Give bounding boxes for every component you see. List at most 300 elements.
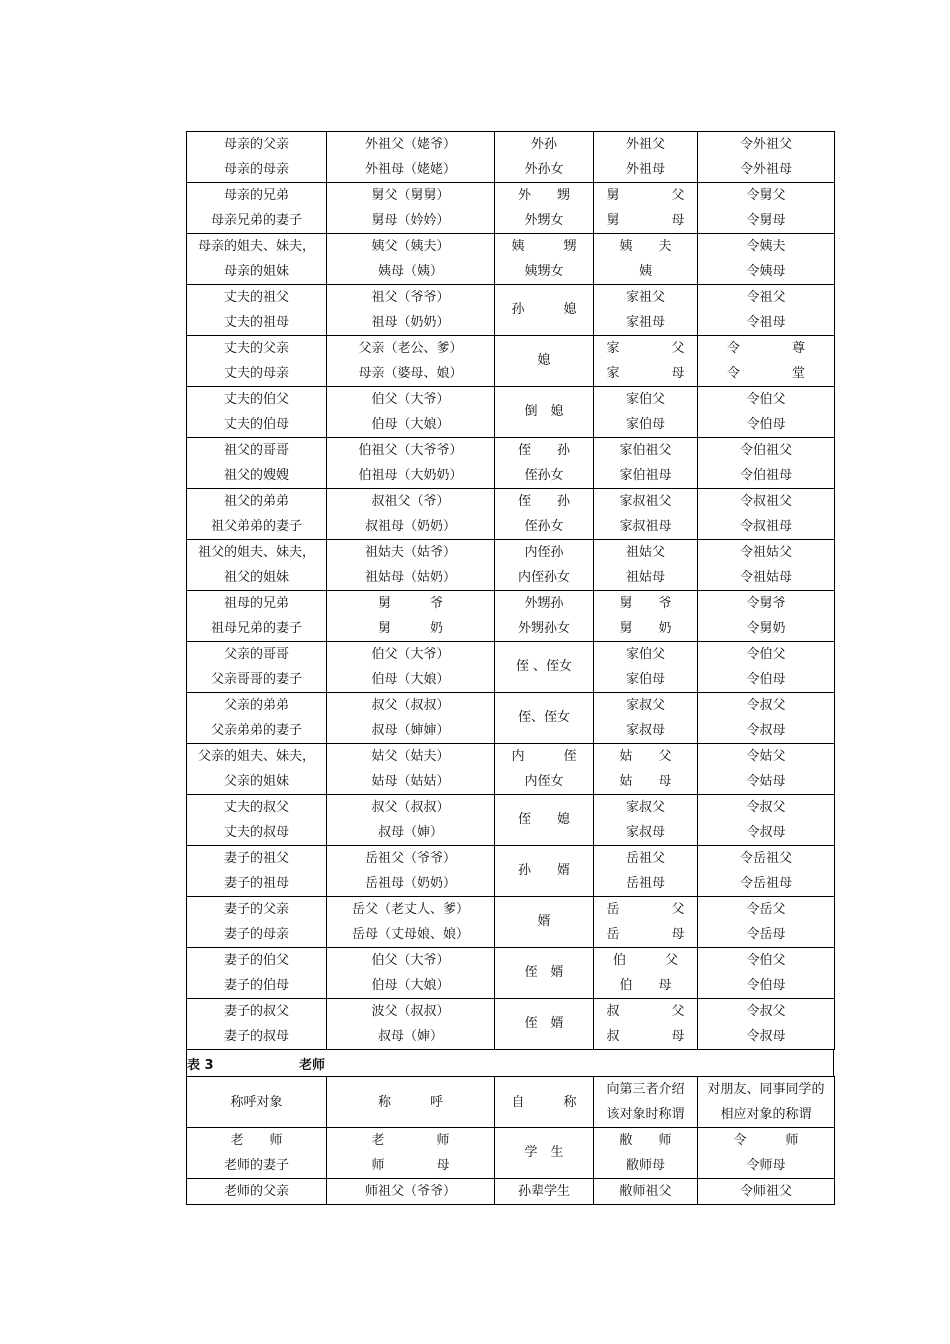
cell-line: 家祖母 [625, 315, 665, 330]
cell-line: 姨 夫 [619, 239, 672, 254]
cell-line: 令师祖父 [739, 1184, 792, 1199]
cell-line: 孙辈学生 [517, 1184, 570, 1199]
cell-line: 妻子的父亲 [223, 902, 289, 917]
cell-line: 家叔父 [625, 698, 665, 713]
cell-polite [698, 846, 835, 897]
cell-call [327, 132, 495, 183]
cell-self [495, 744, 594, 795]
cell-line: 丈夫的叔父 [223, 800, 289, 815]
cell-target [187, 846, 327, 897]
table3-caption [186, 1050, 834, 1076]
cell-line: 父亲（老公、爹） [358, 341, 463, 356]
cell-line: 内侄女 [524, 774, 564, 789]
cell-line: 祖父的嫂嫂 [223, 468, 289, 483]
cell-line: 叔父（叔叔） [371, 800, 450, 815]
cell-line: 祖父的哥哥 [223, 443, 289, 458]
cell-line: 父亲的姐妹 [223, 774, 289, 789]
document-page [186, 131, 834, 1205]
cell-line: 伯父（大爷） [371, 953, 450, 968]
cell-line: 令外祖父 [739, 137, 792, 152]
cell-line: 岳母（丈母娘、娘） [351, 927, 469, 942]
cell-line: 令伯祖母 [739, 468, 792, 483]
cell-intro [594, 132, 698, 183]
cell-intro [594, 540, 698, 591]
cell-line: 师 母 [371, 1158, 450, 1173]
cell-line: 丈夫的祖父 [223, 290, 289, 305]
cell-line: 丈夫的母亲 [223, 366, 289, 381]
table-row [187, 948, 835, 999]
cell-intro [594, 234, 698, 285]
cell-line: 老 师 [230, 1133, 283, 1148]
cell-intro [594, 795, 698, 846]
table-row [187, 387, 835, 438]
cell-line: 外祖母（姥姥） [364, 162, 456, 177]
cell-polite [698, 744, 835, 795]
cell-line: 敝师母 [625, 1158, 665, 1173]
cell-self: 孙 媳 [495, 285, 594, 336]
cell-line: 妻子的叔母 [223, 1029, 289, 1044]
cell-line: 姨母（姨） [377, 264, 443, 279]
table-row [187, 795, 835, 846]
cell-polite [698, 234, 835, 285]
cell-line: 祖姑母（姑奶） [364, 570, 456, 585]
cell-call [327, 999, 495, 1050]
header-intro-line: 向第三者介绍 [606, 1082, 685, 1097]
cell-line: 令叔祖母 [739, 519, 792, 534]
cell-polite [698, 999, 835, 1050]
cell-line: 令伯父 [746, 953, 786, 968]
table-row [187, 897, 835, 948]
kinship-table-body [187, 132, 835, 1050]
cell-line: 家叔母 [625, 825, 665, 840]
cell-intro [594, 1128, 698, 1179]
cell-line: 令伯父 [746, 392, 786, 407]
cell-line: 侄 孙 [517, 494, 570, 509]
cell-line: 丈夫的伯母 [223, 417, 289, 432]
cell-line: 外甥孙女 [517, 621, 570, 636]
cell-line: 叔 母 [606, 1029, 685, 1044]
table-row [187, 234, 835, 285]
cell-line: 姑母（姑姑） [371, 774, 450, 789]
cell-self [495, 489, 594, 540]
table-row [187, 540, 835, 591]
cell-line: 外甥孙 [524, 596, 564, 611]
cell-line: 母亲的姐妹 [223, 264, 289, 279]
cell-polite [698, 1128, 835, 1179]
teacher-table [186, 1076, 835, 1205]
cell-intro [594, 387, 698, 438]
cell-line: 岳祖母 [625, 876, 665, 891]
cell-call [327, 897, 495, 948]
cell-polite [698, 948, 835, 999]
cell-intro [594, 438, 698, 489]
teacher-table-body [187, 1077, 835, 1205]
table-row [187, 999, 835, 1050]
cell-intro [594, 1179, 698, 1205]
cell-intro [594, 693, 698, 744]
cell-line: 家叔父 [625, 800, 665, 815]
cell-intro [594, 336, 698, 387]
cell-line: 母亲（婆母、娘） [358, 366, 463, 381]
cell-self: 学 生 [495, 1128, 594, 1179]
cell-line: 令 尊 [726, 341, 805, 356]
cell-intro [594, 948, 698, 999]
cell-line: 叔母（婶） [377, 825, 443, 840]
cell-polite [698, 642, 835, 693]
cell-polite [698, 336, 835, 387]
cell-line: 内 侄 [511, 749, 577, 764]
cell-target [187, 183, 327, 234]
kinship-table [186, 131, 835, 1050]
cell-intro [594, 744, 698, 795]
cell-intro [594, 183, 698, 234]
cell-self: 倒 媳 [495, 387, 594, 438]
cell-line: 姑父（姑夫） [371, 749, 450, 764]
cell-line: 母亲兄弟的妻子 [210, 213, 302, 228]
cell-line: 父亲的哥哥 [223, 647, 289, 662]
cell-line: 令舅母 [746, 213, 786, 228]
cell-line: 丈夫的父亲 [223, 341, 289, 356]
cell-polite [698, 387, 835, 438]
cell-self [495, 438, 594, 489]
cell-line: 伯父（大爷） [371, 647, 450, 662]
cell-call [327, 336, 495, 387]
table-row [187, 489, 835, 540]
cell-line: 敝 师 [619, 1133, 672, 1148]
cell-line: 岳祖父（爷爷） [364, 851, 456, 866]
cell-target [187, 1179, 327, 1205]
cell-line: 家 母 [606, 366, 685, 381]
cell-line: 岳祖母（奶奶） [364, 876, 456, 891]
cell-line: 师祖父（爷爷） [364, 1184, 456, 1199]
cell-line: 外孙女 [524, 162, 564, 177]
cell-polite [698, 897, 835, 948]
cell-call [327, 285, 495, 336]
cell-self: 侄 、侄女 [495, 642, 594, 693]
table-row [187, 285, 835, 336]
cell-line: 家伯父 [625, 392, 665, 407]
cell-line: 内侄孙 [524, 545, 564, 560]
cell-line: 舅 奶 [619, 621, 672, 636]
cell-line: 祖父的弟弟 [223, 494, 289, 509]
cell-line: 波父（叔叔） [371, 1004, 450, 1019]
cell-polite [698, 438, 835, 489]
cell-line: 母亲的父亲 [223, 137, 289, 152]
cell-call [327, 744, 495, 795]
header-intro [594, 1077, 698, 1128]
header-polite-line: 对朋友、同事同学的 [707, 1082, 825, 1097]
cell-line: 令舅父 [746, 188, 786, 203]
table-row [187, 744, 835, 795]
cell-line: 妻子的伯母 [223, 978, 289, 993]
cell-line: 岳 母 [606, 927, 685, 942]
cell-line: 家 父 [606, 341, 685, 356]
header-target: 称呼对象 [187, 1077, 327, 1128]
table-row [187, 846, 835, 897]
cell-line: 叔祖母（奶奶） [364, 519, 456, 534]
cell-line: 岳 父 [606, 902, 685, 917]
cell-target [187, 693, 327, 744]
cell-line: 外孙 [530, 137, 557, 152]
cell-polite [698, 183, 835, 234]
cell-line: 令祖父 [746, 290, 786, 305]
table-row [187, 336, 835, 387]
cell-line: 祖父的姐夫、妹夫， [197, 545, 315, 560]
cell-line: 老 师 [371, 1133, 450, 1148]
cell-line: 祖母兄弟的妻子 [210, 621, 302, 636]
cell-call [327, 846, 495, 897]
cell-line: 祖父（爷爷） [371, 290, 450, 305]
header-intro-line: 该对象时称谓 [606, 1107, 685, 1122]
cell-self: 侄 媳 [495, 795, 594, 846]
cell-intro [594, 846, 698, 897]
cell-line: 伯母（大娘） [371, 978, 450, 993]
cell-call [327, 948, 495, 999]
cell-line: 侄 孙 [517, 443, 570, 458]
cell-line: 妻子的祖父 [223, 851, 289, 866]
cell-line: 母亲的母亲 [223, 162, 289, 177]
cell-line: 家叔祖母 [619, 519, 672, 534]
cell-line: 家祖父 [625, 290, 665, 305]
cell-call [327, 591, 495, 642]
cell-line: 伯 母 [619, 978, 672, 993]
cell-line: 叔祖父（爷） [371, 494, 450, 509]
cell-line: 妻子的叔父 [223, 1004, 289, 1019]
cell-line: 家伯母 [625, 417, 665, 432]
cell-line: 令舅奶 [746, 621, 786, 636]
cell-line: 姨 [638, 264, 652, 279]
cell-line: 老师的父亲 [223, 1184, 289, 1199]
cell-line: 令伯父 [746, 647, 786, 662]
cell-self: 婿 [495, 897, 594, 948]
cell-line: 外 甥 [517, 188, 570, 203]
cell-line: 舅 爷 [619, 596, 672, 611]
cell-polite [698, 540, 835, 591]
table-row [187, 1179, 835, 1205]
cell-line: 令姑父 [746, 749, 786, 764]
cell-line: 叔母（婶婶） [371, 723, 450, 738]
cell-intro [594, 642, 698, 693]
cell-self [495, 234, 594, 285]
cell-line: 令岳父 [746, 902, 786, 917]
cell-line: 姑 父 [619, 749, 672, 764]
cell-line: 伯 父 [612, 953, 678, 968]
cell-line: 令叔父 [746, 1004, 786, 1019]
cell-line: 敝师祖父 [619, 1184, 672, 1199]
cell-line: 令祖姑母 [739, 570, 792, 585]
cell-line: 丈夫的伯父 [223, 392, 289, 407]
cell-call [327, 795, 495, 846]
cell-line: 叔父（叔叔） [371, 698, 450, 713]
cell-polite [698, 693, 835, 744]
cell-line: 舅 奶 [377, 621, 443, 636]
cell-line: 姨 甥 [511, 239, 577, 254]
table-row [187, 183, 835, 234]
cell-line: 祖父的姐妹 [223, 570, 289, 585]
cell-line: 令岳母 [746, 927, 786, 942]
cell-line: 外祖母 [625, 162, 665, 177]
cell-target [187, 387, 327, 438]
cell-target [187, 438, 327, 489]
cell-self: 媳 [495, 336, 594, 387]
table-row [187, 642, 835, 693]
cell-line: 家伯父 [625, 647, 665, 662]
teacher-table-header [187, 1077, 835, 1128]
cell-target [187, 999, 327, 1050]
cell-line: 令外祖母 [739, 162, 792, 177]
cell-intro [594, 591, 698, 642]
cell-line: 父亲弟弟的妻子 [210, 723, 302, 738]
cell-line: 伯母（大娘） [371, 417, 450, 432]
cell-line: 令姨母 [746, 264, 786, 279]
table-row [187, 1128, 835, 1179]
cell-line: 岳父（老丈人、爹） [351, 902, 469, 917]
cell-line: 舅母（妗妗） [371, 213, 450, 228]
cell-self: 侄、侄女 [495, 693, 594, 744]
cell-line: 伯父（大爷） [371, 392, 450, 407]
cell-line: 祖姑夫（姑爷） [364, 545, 456, 560]
cell-line: 令祖姑父 [739, 545, 792, 560]
cell-line: 外祖父 [625, 137, 665, 152]
cell-line: 舅 母 [606, 213, 685, 228]
cell-line: 老师的妻子 [223, 1158, 289, 1173]
table-row [187, 438, 835, 489]
cell-target [187, 642, 327, 693]
cell-line: 外甥女 [524, 213, 564, 228]
cell-line: 令祖母 [746, 315, 786, 330]
cell-line: 家伯母 [625, 672, 665, 687]
cell-target [187, 336, 327, 387]
cell-intro [594, 285, 698, 336]
table-row [187, 693, 835, 744]
cell-self: 侄 婿 [495, 948, 594, 999]
cell-line: 内侄孙女 [517, 570, 570, 585]
cell-line: 祖父弟弟的妻子 [210, 519, 302, 534]
cell-call [327, 438, 495, 489]
cell-line: 父亲的弟弟 [223, 698, 289, 713]
cell-target [187, 234, 327, 285]
cell-line: 家叔母 [625, 723, 665, 738]
cell-line: 令叔父 [746, 698, 786, 713]
cell-call [327, 489, 495, 540]
cell-call [327, 183, 495, 234]
cell-line: 母亲的姐夫、妹夫， [197, 239, 315, 254]
cell-polite [698, 1179, 835, 1205]
cell-line: 家伯祖父 [619, 443, 672, 458]
cell-line: 令伯母 [746, 672, 786, 687]
cell-line: 叔母（婶） [377, 1029, 443, 1044]
cell-target [187, 132, 327, 183]
cell-self [495, 591, 594, 642]
table3-label: 表 3 [187, 1058, 214, 1073]
cell-line: 姨甥女 [524, 264, 564, 279]
cell-call [327, 642, 495, 693]
cell-polite [698, 132, 835, 183]
cell-line: 令姨夫 [746, 239, 786, 254]
cell-line: 家叔祖父 [619, 494, 672, 509]
cell-line: 丈夫的叔母 [223, 825, 289, 840]
header-polite-line: 相应对象的称谓 [720, 1107, 812, 1122]
cell-line: 令师母 [746, 1158, 786, 1173]
cell-line: 妻子的母亲 [223, 927, 289, 942]
cell-line: 令伯母 [746, 417, 786, 432]
cell-line: 祖母（奶奶） [371, 315, 450, 330]
cell-line: 祖姑父 [625, 545, 665, 560]
cell-line: 家伯祖母 [619, 468, 672, 483]
cell-target [187, 285, 327, 336]
cell-line: 岳祖父 [625, 851, 665, 866]
cell-call [327, 1179, 495, 1205]
cell-line: 舅 爷 [377, 596, 443, 611]
cell-line: 侄孙女 [524, 468, 564, 483]
header-polite [698, 1077, 835, 1128]
cell-self [495, 183, 594, 234]
cell-target [187, 591, 327, 642]
table3-title: 老师 [299, 1058, 326, 1073]
cell-self: 侄 婿 [495, 999, 594, 1050]
cell-polite [698, 489, 835, 540]
cell-polite [698, 285, 835, 336]
cell-line: 母亲的兄弟 [223, 188, 289, 203]
cell-target [187, 540, 327, 591]
cell-call [327, 540, 495, 591]
cell-polite [698, 591, 835, 642]
cell-line: 令伯母 [746, 978, 786, 993]
cell-line: 妻子的伯父 [223, 953, 289, 968]
cell-line: 伯祖父（大爷爷） [358, 443, 463, 458]
cell-intro [594, 489, 698, 540]
cell-line: 令姑母 [746, 774, 786, 789]
cell-line: 父亲的姐夫、妹夫， [197, 749, 315, 764]
cell-target [187, 489, 327, 540]
cell-line: 令 堂 [726, 366, 805, 381]
cell-line: 叔 父 [606, 1004, 685, 1019]
cell-call [327, 1128, 495, 1179]
cell-line: 令岳祖父 [739, 851, 792, 866]
header-call: 称 呼 [327, 1077, 495, 1128]
cell-intro [594, 999, 698, 1050]
cell-line: 伯祖母（大奶奶） [358, 468, 463, 483]
cell-line: 祖母的兄弟 [223, 596, 289, 611]
cell-line: 丈夫的祖母 [223, 315, 289, 330]
cell-line: 父亲哥哥的妻子 [210, 672, 302, 687]
header-self: 自 称 [495, 1077, 594, 1128]
cell-intro [594, 897, 698, 948]
cell-line: 祖姑母 [625, 570, 665, 585]
cell-target [187, 795, 327, 846]
cell-line: 令叔母 [746, 723, 786, 738]
cell-line: 舅父（舅舅） [371, 188, 450, 203]
cell-call [327, 234, 495, 285]
cell-call [327, 387, 495, 438]
cell-polite [698, 795, 835, 846]
cell-line: 外祖父（姥爷） [364, 137, 456, 152]
cell-line: 姨父（姨夫） [371, 239, 450, 254]
cell-line: 令伯祖父 [739, 443, 792, 458]
cell-line: 妻子的祖母 [223, 876, 289, 891]
cell-line: 令 师 [733, 1133, 799, 1148]
cell-target [187, 897, 327, 948]
cell-target [187, 744, 327, 795]
cell-line: 令舅爷 [746, 596, 786, 611]
table-row [187, 132, 835, 183]
cell-line: 令叔母 [746, 825, 786, 840]
cell-line: 令叔母 [746, 1029, 786, 1044]
cell-line: 令叔祖父 [739, 494, 792, 509]
cell-target [187, 948, 327, 999]
cell-call [327, 693, 495, 744]
cell-line: 令岳祖母 [739, 876, 792, 891]
